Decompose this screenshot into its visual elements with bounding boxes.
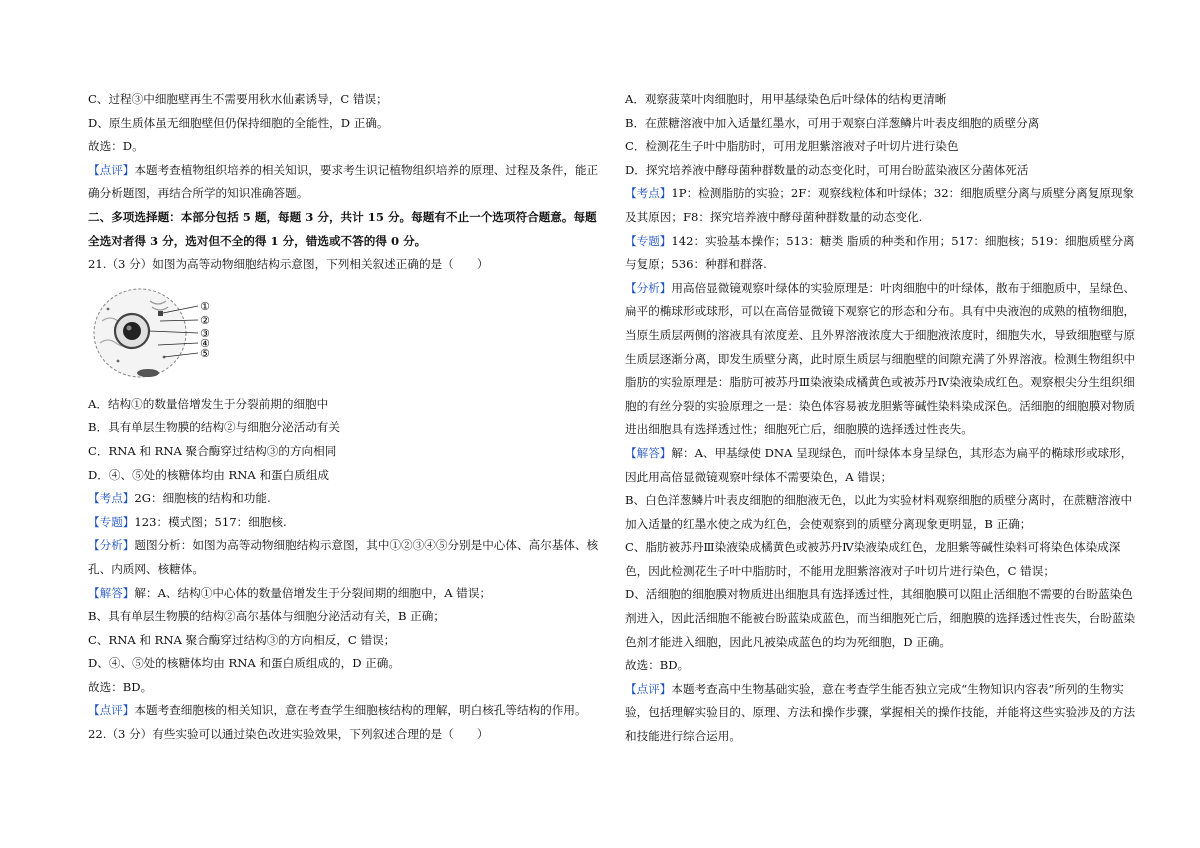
answer: 故选：BD。	[88, 679, 153, 694]
figure-label: ②	[200, 313, 210, 327]
solution-line: B、白色洋葱鳞片叶表皮细胞的细胞液无色，以此为实验材料观察细胞的质壁分离时，在蔗糖溶液中加入适量的红墨水使之成为红色，会使观察到的质壁分离现象更明显，B 正确；	[625, 493, 1133, 531]
animal-cell-diagram	[88, 281, 228, 387]
comment-paragraph	[88, 699, 600, 723]
solution-line: D、活细胞的细胞膜对物质进出细胞具有选择透过性，其细胞膜可以阻止活细胞不需要的台盼蓝染色剂进入，因此活细胞不能被台盼蓝染成蓝色，而当细胞死亡后，细胞膜的选择透过性丧失，台盼蓝染色剂才能进入细胞，因此凡被染成蓝色的均为死细胞，D 正确。	[625, 587, 1136, 649]
knowledge-point	[88, 487, 600, 511]
kaodian-text: 2G：细胞核的结构和功能.	[134, 491, 271, 506]
option-c: C．检测花生子叶中脂肪时，可用龙胆紫溶液对子叶切片进行染色	[625, 139, 959, 154]
topic	[625, 230, 1137, 277]
kaodian-text: 1P：检测脂肪的实验；2F：观察线粒体和叶绿体；32：细胞质壁分离与质壁分离复原现象及其原因；F8：探究培养液中酵母菌种群数量的动态变化.	[625, 186, 1135, 224]
cell-diagram-figure	[88, 281, 228, 387]
comment-text: 本题考查植物组织培养的相关知识，要求考生识记植物组织培养的原理、过程及条件，能正确分析题图，再结合所学的知识准确答题。	[88, 162, 599, 201]
kaodian-tag: 【考点】	[88, 491, 135, 506]
question-21: 21.（3 分）如图为高等动物细胞结构示意图，下列相关叙述正确的是（ ）	[88, 257, 489, 272]
fenxi-tag: 【分析】	[88, 538, 135, 553]
text-line: 故选：D。	[88, 139, 144, 154]
option-a: A．结构①的数量倍增发生于分裂前期的细胞中	[88, 396, 329, 411]
option-b: B．具有单层生物膜的结构②与细胞分泌活动有关	[88, 420, 340, 435]
figure-label: ①	[200, 299, 210, 313]
option-d: D．④、⑤处的核糖体均由 RNA 和蛋白质组成	[88, 467, 330, 482]
option-a: A．观察菠菜叶肉细胞时，用甲基绿染色后叶绿体的结构更清晰	[625, 92, 947, 106]
ribosome	[117, 359, 120, 362]
jieda-tag: 【解答】	[88, 585, 135, 600]
left-column	[88, 88, 600, 747]
option-b: B．在蔗糖溶液中加入适量红墨水，可用于观察白洋葱鳞片叶表皮细胞的质壁分离	[625, 115, 1040, 130]
zhuanti-text: 123：模式图；517：细胞核.	[134, 514, 287, 529]
nucleolus	[123, 322, 141, 340]
kaodian-tag: 【考点】	[625, 186, 672, 201]
comment-tag: 【点评】	[88, 703, 135, 718]
option-c: C．RNA 和 RNA 聚合酶穿过结构③的方向相同	[88, 443, 337, 458]
solution-line: C、脂肪被苏丹Ⅲ染液染成橘黄色或被苏丹Ⅳ染液染成红色，龙胆紫等碱性染料可将染色体染成深色，因此检测花生子叶中脂肪时，不能用龙胆紫溶液对子叶切片进行染色，C 错误；	[625, 540, 1121, 578]
solution-line: B、具有单层生物膜的结构②高尔基体与细胞分泌活动有关，B 正确；	[88, 609, 445, 624]
jieda-text: 解：A、甲基绿使 DNA 呈现绿色，而叶绿体本身呈绿色，其形态为扁平的椭球形或球形，因此用高倍显微镜观察叶绿体不需要染色，A 错误；	[625, 445, 1133, 484]
fenxi-text: 题图分析：如图为高等动物细胞结构示意图，其中①②③④⑤分别是中心体、高尔基体、核孔、内质网、核糖体。	[88, 538, 599, 576]
jieda-text: 解：A、结构①中心体的数量倍增发生于分裂间期的细胞中，A 错误；	[134, 585, 492, 600]
zhuanti-tag: 【专题】	[625, 233, 672, 248]
mitochondrion	[137, 369, 159, 377]
comment-tag: 【点评】	[88, 162, 135, 177]
solution-line: C、RNA 和 RNA 聚合酶穿过结构③的方向相反，C 错误；	[88, 632, 396, 647]
comment-tag: 【点评】	[625, 681, 672, 696]
text-line: D、原生质体虽无细胞壁但仍保持细胞的全能性，D 正确。	[88, 115, 389, 130]
analysis	[88, 534, 600, 581]
figure-label: ⑤	[200, 346, 210, 360]
solution	[625, 442, 1137, 489]
comment-text: 本题考查细胞核的相关知识，意在考查学生细胞核结构的理解，明白核孔等结构的作用。	[134, 703, 587, 718]
centriole	[158, 311, 163, 316]
answer: 故选：BD。	[625, 658, 690, 673]
comment-text: 本题考查高中生物基础实验，意在考查学生能否独立完成“生物知识内容表”所列的生物实验，包括理解实验目的、原理、方法和操作步骤，掌握相关的操作技能，并能将这些实验涉及的方法和技能进行综合运用。	[625, 681, 1136, 744]
ribosome	[107, 307, 110, 310]
option-d: D．探究培养液中酵母菌种群数量的动态变化时，可用台盼蓝染液区分菌体死活	[625, 162, 1029, 177]
question-22: 22.（3 分）有些实验可以通过染色改进实验效果，下列叙述合理的是（ ）	[88, 727, 489, 742]
figure-label: ④	[200, 336, 210, 350]
figure-label: ③	[200, 326, 210, 340]
topic	[88, 511, 600, 535]
comment-paragraph	[625, 678, 1137, 749]
fenxi-text: 用高倍显微镜观察叶绿体的实验原理是：叶肉细胞中的叶绿体，散布于细胞质中，呈绿色、扁平的椭球形或球形，可以在高倍显微镜下观察它的形态和分布。具有中央液泡的成熟的植物细胞，当原生质层两侧的溶液具有浓度差、且外界溶液浓度大于细胞液浓度时，细胞失水，导致细胞壁与原生质层逐渐分离，即发生质壁分离，此时原生质层与细胞壁的间隙充满了外界溶液。检测生物组织中脂肪的实验原理是：脂肪可被苏丹Ⅲ染液染成橘黄色或被苏丹Ⅳ染液染成红色。观察根尖分生组织细胞的有丝分裂的实验原理之一是：染色体容易被龙胆紫等碱性染料染成深色。活细胞的细胞膜对物质进出细胞具有选择透过性；细胞死亡后，细胞膜的选择透过性丧失。	[625, 280, 1136, 437]
section-heading: 二、多项选择题：本部分包括 5 题，每题 3 分，共计 15 分。每题有不止一个选项符合题意。每题全选对者得 3 分，选对但不全的得 1 分，错选或不答的得 0 分。	[88, 209, 597, 248]
knowledge-point	[625, 182, 1137, 229]
jieda-tag: 【解答】	[625, 445, 672, 460]
zhuanti-text: 142：实验基本操作；513：糖类 脂质的种类和作用；517：细胞核；519：细胞质壁分离与复原；536：种群和群落.	[625, 233, 1135, 272]
comment-paragraph	[88, 159, 600, 206]
nucleolus-spot	[127, 325, 132, 330]
solution	[88, 582, 600, 606]
solution-line: D、④、⑤处的核糖体均由 RNA 和蛋白质组成的，D 正确。	[88, 656, 400, 671]
zhuanti-tag: 【专题】	[88, 514, 135, 529]
analysis	[625, 277, 1137, 442]
right-column	[625, 88, 1137, 749]
fenxi-tag: 【分析】	[625, 280, 672, 295]
text-line: C、过程③中细胞壁再生不需要用秋水仙素诱导，C 错误；	[88, 92, 388, 106]
